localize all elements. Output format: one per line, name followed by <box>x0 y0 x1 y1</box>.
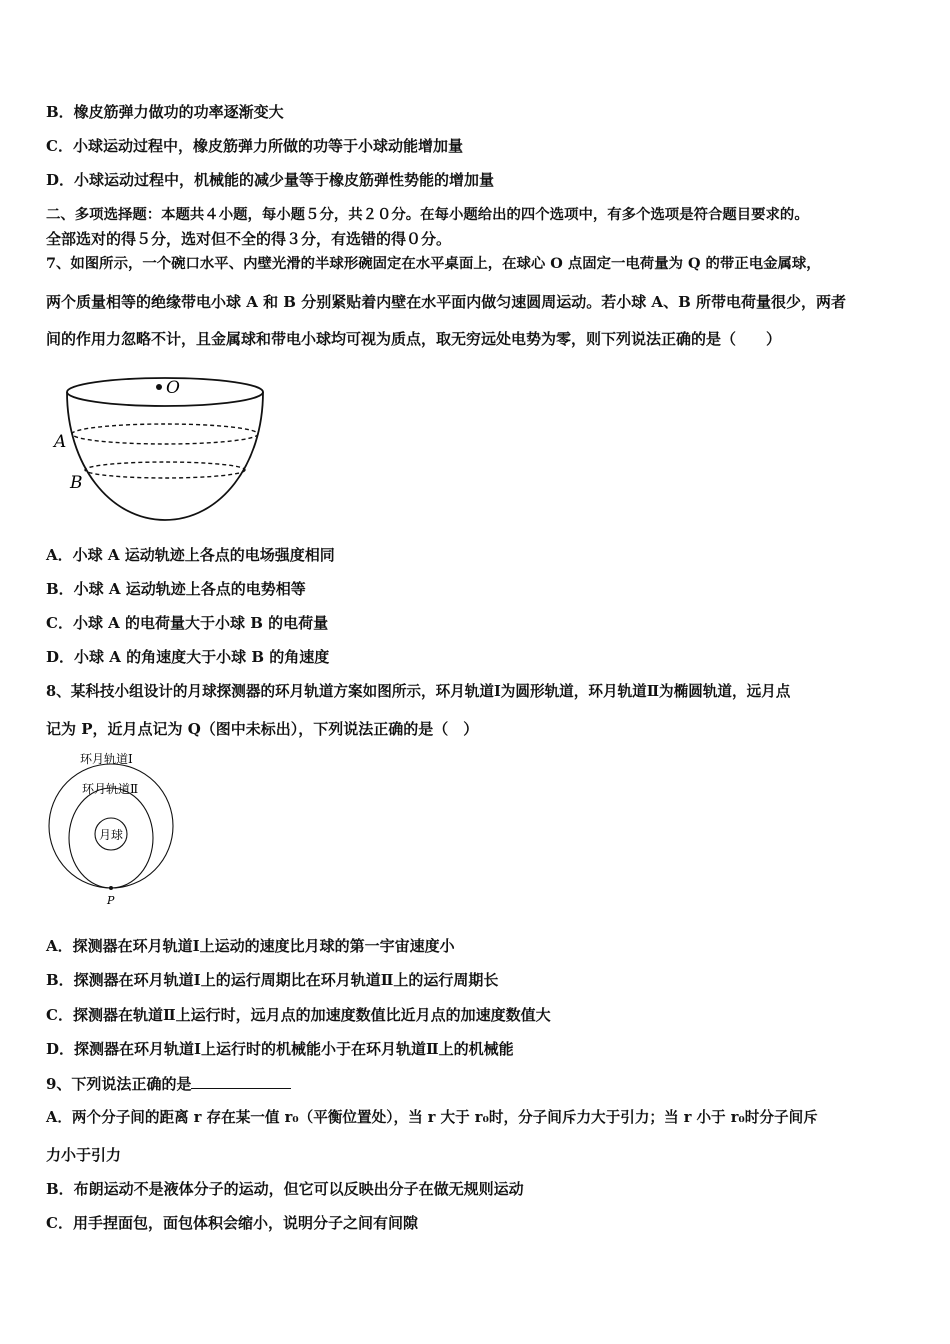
q7-option-a: A．小球 A 运动轨迹上各点的电场强度相同 <box>46 546 335 564</box>
section2-heading-line2: 全部选对的得５分，选对但不全的得３分，有选错的得０分。 <box>46 230 452 248</box>
q7-option-d: D．小球 A 的角速度大于小球 B 的角速度 <box>46 648 330 666</box>
q7-bowl-figure <box>50 370 270 530</box>
point-p-label: P <box>107 894 115 907</box>
label-o: O <box>166 378 180 398</box>
label-a: A <box>54 432 67 452</box>
q9-option-b: B．布朗运动不是液体分子的运动，但它可以反映出分子在做无规则运动 <box>46 1180 524 1198</box>
q9-option-c: C．用手捏面包，面包体积会缩小，说明分子之间有间隙 <box>46 1214 418 1232</box>
q9-stem-text: 9、下列说法正确的是 <box>46 1075 192 1093</box>
section2-heading-line1: 二、多项选择题：本题共４小题，每小题５分，共２０分。在每小题给出的四个选项中，有多个选项是符合题目要求的。 <box>46 206 809 223</box>
q6-option-c: C．小球运动过程中，橡皮筋弹力所做的功等于小球动能增加量 <box>46 137 463 155</box>
q8-option-d: D．探测器在环月轨道Ⅰ上运行时的机械能小于在环月轨道Ⅱ上的机械能 <box>46 1040 514 1058</box>
moon-label: 月球 <box>99 828 124 842</box>
q8-orbit-figure <box>44 748 184 908</box>
q7-stem-line2: 两个质量相等的绝缘带电小球 A 和 B 分别紧贴着内壁在水平面内做匀速圆周运动。若小球 A、B 所带电荷量很少，两者 <box>46 293 846 311</box>
bowl-body <box>67 392 263 520</box>
label-b: B <box>70 473 83 493</box>
bowl-rim <box>67 378 263 406</box>
q6-option-b: B．橡皮筋弹力做功的功率逐渐变大 <box>46 103 284 121</box>
q7-stem-line3: 间的作用力忽略不计，且金属球和带电小球均可视为质点，取无穷远处电势为零，则下列说法正确的是（ ） <box>46 330 782 348</box>
q6-option-d: D．小球运动过程中，机械能的减少量等于橡皮筋弹性势能的增加量 <box>46 171 495 189</box>
q9-option-a-line2: 力小于引力 <box>46 1146 122 1164</box>
q7-stem-line1: 7、如图所示，一个碗口水平、内壁光滑的半球形碗固定在水平桌面上，在球心 O 点固定一电荷量为 Q 的带正电金属球， <box>46 255 821 272</box>
q9-option-a-line1: A．两个分子间的距离 r 存在某一值 r₀（平衡位置处），当 r 大于 r₀时，分子间斥力大于引力；当 r 小于 r₀时分子间斥 <box>46 1109 818 1126</box>
orbit-1-label: 环月轨道Ⅰ <box>80 752 133 766</box>
q8-option-b: B．探测器在环月轨道Ⅰ上的运行周期比在环月轨道Ⅱ上的运行周期长 <box>46 971 499 989</box>
q8-option-c: C．探测器在轨道Ⅱ上运行时，远月点的加速度数值比近月点的加速度数值大 <box>46 1006 551 1024</box>
q9-answer-blank <box>191 1074 291 1089</box>
q8-stem-line2: 记为 P，近月点记为 Q（图中未标出），下列说法正确的是（ ） <box>46 720 479 738</box>
center-charge-dot <box>156 384 162 390</box>
orbit-a <box>72 424 258 444</box>
q9-stem <box>46 1074 291 1094</box>
point-p-dot <box>109 886 113 890</box>
q8-stem-line1: 8、某科技小组设计的月球探测器的环月轨道方案如图所示，环月轨道Ⅰ为圆形轨道，环月轨道Ⅱ为椭圆轨道，远月点 <box>46 683 791 700</box>
orbit-2-label: 环月轨道Ⅱ <box>82 782 139 796</box>
q7-option-b: B．小球 A 运动轨迹上各点的电势相等 <box>46 580 306 598</box>
q7-option-c: C．小球 A 的电荷量大于小球 B 的电荷量 <box>46 614 329 632</box>
orbit-b <box>85 462 245 478</box>
q8-option-a: A．探测器在环月轨道Ⅰ上运动的速度比月球的第一宇宙速度小 <box>46 937 455 955</box>
